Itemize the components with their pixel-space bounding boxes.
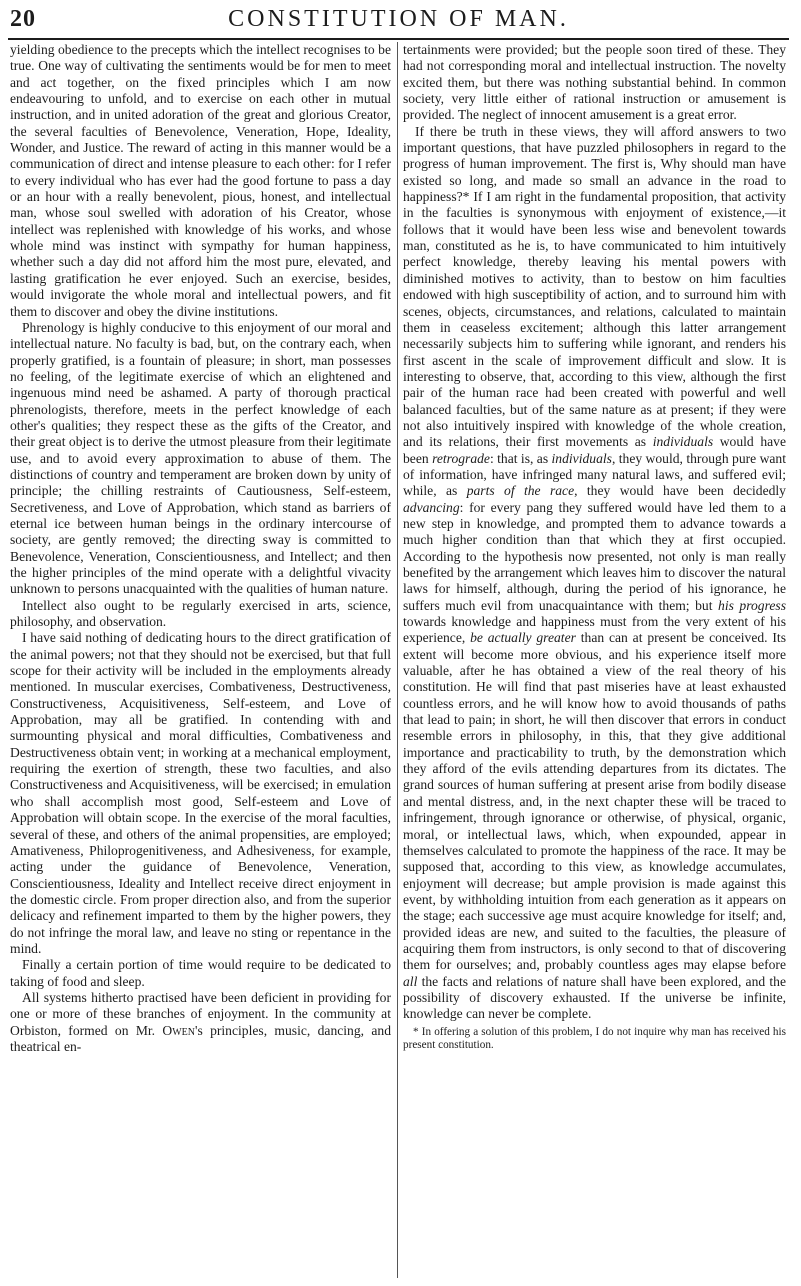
paragraph: I have said nothing of dedicating hours to the direct gratification of the animal powers; not that they should not be exercised, but that full scope for their activity will be included in the employments already mentioned. In muscular exercises, Combativeness, Destructiveness, Constructiveness, Acquisitiveness, Self-esteem, and Love of Approbation, may all be gratified. In contending with and surmounting physical and moral difficulties, Combativeness and Destructiveness obtain vent; in working at a mechanical employment, requiring the exertion of strength, these two faculties, and also Constructiveness and Acquisitiveness, will be exercised; in emulation who shall accomplish most good, Self-esteem and Love of Approbation will obtain scope. In the exercise of the moral faculties, several of these, and others of the animal propensities, are employed; Amativeness, Philoprogenitiveness, and Adhesiveness, for example, acting under the guidance of Benevolence, Veneration, Conscientiousness, Ideality and Intellect receive direct enjoyment in the domestic circle. From proper direction also, and from the superior delicacy and refinement imparted to them by the higher powers, they do not infringe the moral law, and leave no sting or repentance in the mind. (10, 630, 391, 956)
paragraph: Phrenology is highly conducive to this enjoyment of our moral and intellectual nature. No faculty is bad, but, on the contrary each, when properly gratified, is a fountain of pleasure; in short, man possesses no feeling, of the legitimate exercise of which an elightened and ingenuous mind need be ashamed. A party of thorough practical phrenologists, therefore, meets in the perfect knowledge of each other's qualities; they respect these as the gifts of the Creator, and their great object is to derive the utmost pleasure from their legitimate use, and to avoid every approximation to abuse of them. The distinctions of country and temperament are broken down by unity of principle; the chilling restraints of Cautiousness, Self-esteem, Secretiveness, and Love of Approbation, which stand as barriers of eternal ice between human beings in the ordinary intercourse of society, are gently removed; the directing sway is committed to Benevolence, Veneration, Conscientiousness, and Intellect; and then the higher principles of the mind operate with a delightful vivacity unknown to persons unacquainted with the qualities of human nature. (10, 319, 391, 597)
text-run-italic: individuals (551, 450, 612, 466)
footnote: * In offering a solution of this problem, I do not inquire why man has received his present constitution. (403, 1025, 786, 1051)
header-rule (8, 38, 789, 40)
text-run: towards knowledge and happiness must from the very extent of his experience, (403, 614, 786, 646)
text-run: : that is, as (489, 450, 552, 466)
text-run-italic: his progress (718, 597, 786, 613)
page-number: 20 (10, 6, 36, 32)
text-run: than can at present be conceived. Its extent will become more obvious, and his experience itself more valuable, after he has obtained a view of the real theory of his constitution. He will find that past miseries have at least exhausted countless errors, and he will know how to avoid thousands of paths that lead to pain; in short, he will then discover that errors in conduct resemble errors in philosophy, in this, that they give additional importance and practicability to truth, by the demonstration which they afford of the evils attending departures from its dictates. The grand sources of human suffering at present arise from bodily disease and mental distress, and, in the next chapter these will be traced to infringement, through ignorance or otherwise, of physical, organic, moral, or intellectual laws, which, when expounded, appear in themselves calculated to promote the happiness of the race. It may be supposed that, according to this view, as knowledge accumulates, enjoyment will decrease; but ample provision is made against this event, by withholding intuition from each generation as it appears on the stage; each successive age must acquire knowledge for itself; and, provided ideas are new, and suited to the faculties, the pleasure of acquiring them from instructors, is only second to that of discovering them for ourselves; and, probably countless ages may elapse before (403, 630, 786, 973)
paragraph (403, 124, 786, 1023)
text-run: 's principles, music, dancing, and theatrical en- (10, 1022, 391, 1054)
page-header (8, 6, 789, 40)
column-divider (397, 42, 398, 1278)
left-column (10, 42, 391, 1278)
text-run: : for every pang they suffered would have led them to a new step in knowledge, and prompted them to advance towards a much higher condition than that which they at first occupied. According to the hypothesis now presented, not only is man really benefited by the arrangement which leaves him to discover the natural laws for himself, although, during the period of his ignorance, he suffers much evil from unacquaintance with them; but (403, 499, 786, 613)
text-run-italic: retrograde (432, 450, 490, 466)
text-run-italic: individuals (652, 434, 714, 450)
text-run: , they would, through pure want of information, have infringed many natural laws, and suffered evil; while, as (403, 450, 786, 499)
paragraph: Finally a certain portion of time would require to be dedicated to taking of food and sleep. (10, 957, 391, 989)
text-run-italic: be actually greater (470, 630, 576, 646)
paragraph: yielding obedience to the precepts which the intellect recognises to be true. One way of cultivating the sentiments would be for men to meet and act together, on the fixed principles which I am now endeavouring to unfold, and to exercise on each other in mutual instruction, and in united adoration of the great and glorious Creator, the several faculties of Benevolence, Veneration, Hope, Ideality, Wonder, and Justice. The reward of acting in this manner would be a communication of direct and intense pleasure to each other: for I refer to every individual who has ever had the good fortune to pass a day or an hour with a really benevolent, pious, honest, and intellectual man, whose soul swelled with adoration of his Creator, whose intellect was replenished with knowledge of his works, and whose whole mind was instinct with sympathy for human happiness, whether such a day did not afford him the most pure, elevated, and lasting gratification he ever enjoyed. Such an exercise, besides, would invigorate the whole moral and intellectual powers, and fit them to discover and obey the divine institutions. (10, 42, 391, 319)
text-run-italic: advancing (403, 499, 460, 515)
text-run: would have been (403, 434, 786, 466)
text-run-smallcaps: Owen (162, 1022, 196, 1038)
text-run: All systems hitherto practised have been deficient in providing for one or more of these branches of enjoyment. In the community at Orbiston, formed on Mr. (10, 989, 391, 1038)
paragraph: Intellect also ought to be regularly exercised in arts, science, philosophy, and observation. (10, 597, 391, 630)
running-title: CONSTITUTION OF MAN. (228, 6, 569, 32)
paragraph: tertainments were provided; but the people soon tired of these. They had not corresponding moral and intellectual instruction. The novelty excited them, but there was nothing substantial behind. In common society, very little either of rational instruction or amusement is provided. The neglect of innocent amusement is a great error. (403, 42, 786, 123)
text-run: If there be truth in these views, they will afford answers to two important questions, that have puzzled philosophers in regard to the progress of human improvement. The first is, Why should man have existed so long, and made so small an advance in the road to happiness?* If I am right in the fundamental proposition, that activity in the faculties is synonymous with enjoyment of existence,—it follows that it would have been less wise and benevolent towards man, constituted as he is, to have communicated to him intuitively perfect knowledge, thereby leaving his mental powers with diminished motives to activity, than to bestow on him faculties endowed with high susceptibility of action, and to surround him with scenes, objects, circumstances, and relations, calculated to maintain them in ceaseless excitement; although this latter arrangement necessarily subjects him to suffering while ignorant, and renders his first ascent in the scale of improvement difficult and slow. It is interesting to observe, that, according to this view, although the first pair of the human race had been created with powerful and well balanced faculties, but of the same nature as at present; if they were not also intuitively inspired with knowledge of the whole creation, and its relations, their first movements as (403, 123, 786, 450)
paragraph (10, 990, 391, 1055)
text-run: the facts and relations of nature shall have been explored, and the possibility of discovery exhausted. If the universe be infinite, knowledge can never be complete. (403, 973, 786, 1022)
text-run-italic: parts of the race (466, 483, 575, 499)
text-run-italic: all (403, 973, 418, 989)
right-column (403, 42, 786, 1278)
text-run: , they would have been decidedly (574, 483, 786, 499)
